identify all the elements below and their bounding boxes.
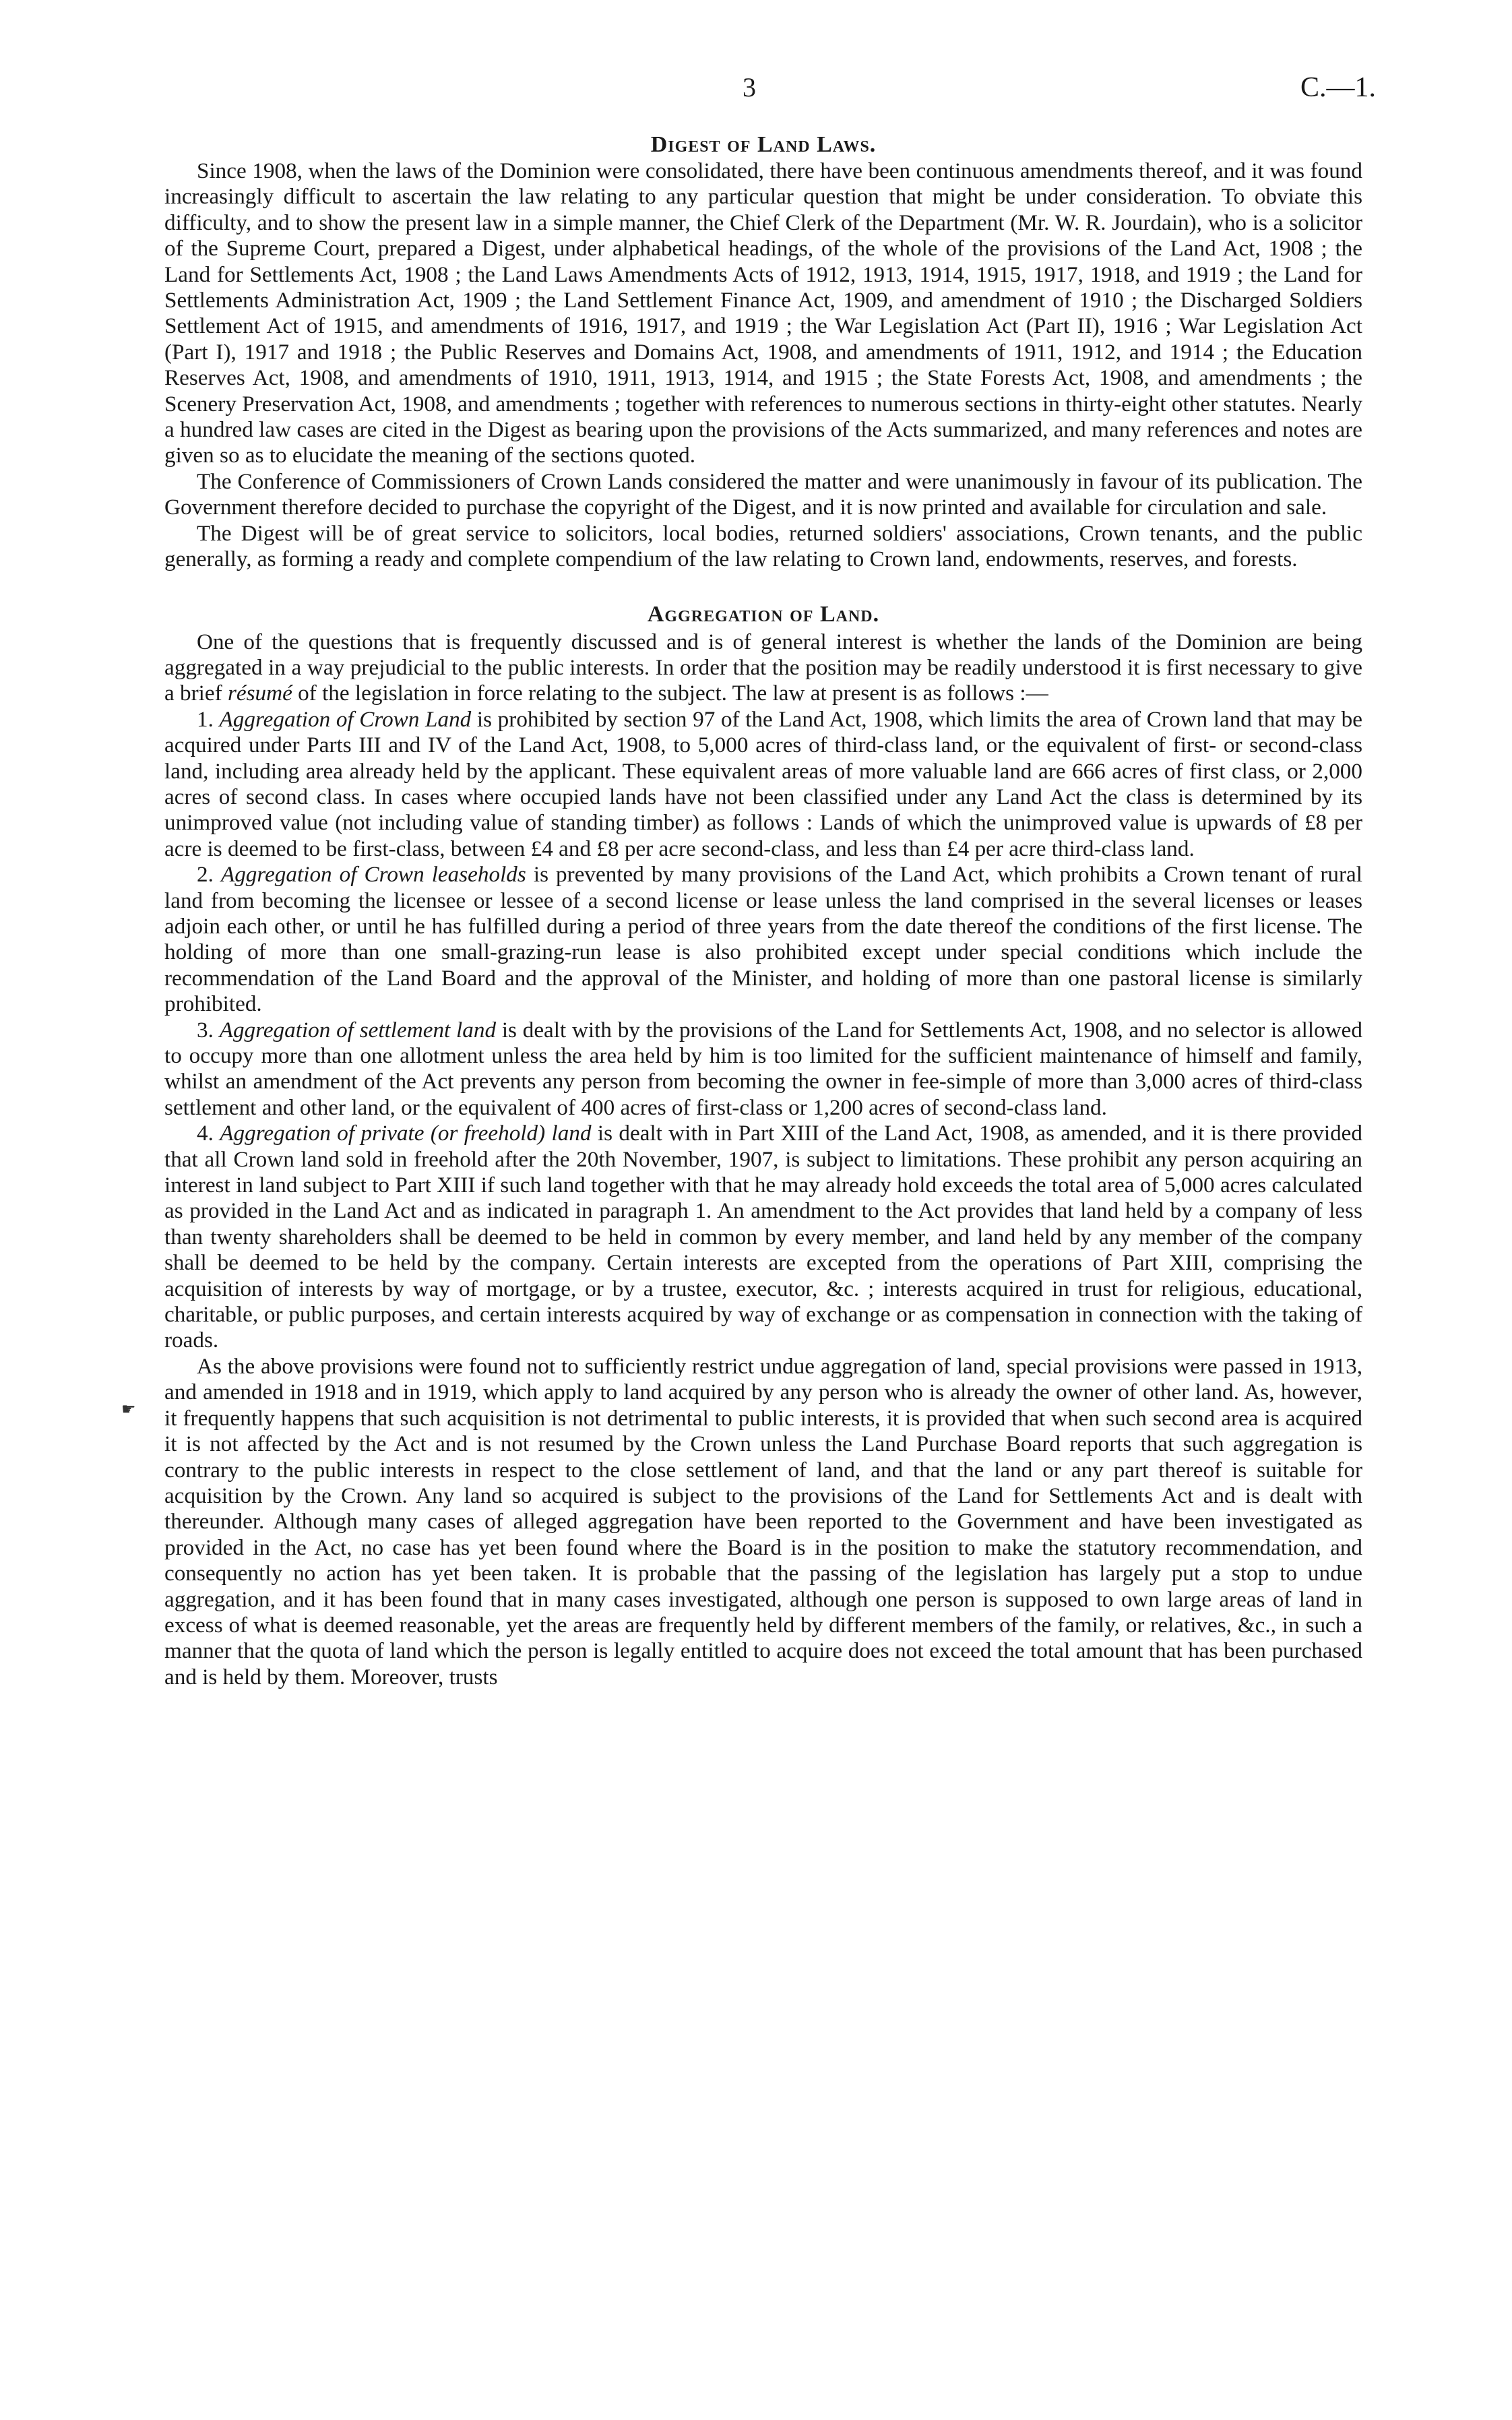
margin-pointer-icon: ☛ [121, 1401, 136, 1419]
paragraph: Since 1908, when the laws of the Dominion were consolidated, there have been continuous amendments thereof, and it was found increasingly difficult to ascertain the law relating to any particular question that might be under consideration. To obviate this difficulty, and to show the present law in a simple manner, the Chief Clerk of the Department (Mr. W. R. Jourdain), who is a solicitor of the Supreme Court, prepared a Digest, under alphabetical headings, of the whole of the provisions of the Land Act, 1908 ; the Land for Settlements Act, 1908 ; the Land Laws Amendments Acts of 1912, 1913, 1914, 1915, 1917, 1918, and 1919 ; the Land for Settlements Administration Act, 1909 ; the Land Settlement Finance Act, 1909, and amendment of 1910 ; the Discharged Soldiers Settlement Act of 1915, and amendments of 1916, 1917, and 1919 ; the War Legislation Act (Part II), 1916 ; War Legislation Act (Part I), 1917 and 1918 ; the Public Reserves and Domains Act, 1908, and amendments of 1911, 1912, and 1914 ; the Education Reserves Act, 1908, and amendments of 1910, 1911, 1913, 1914, and 1915 ; the State Forests Act, 1908, and amendments ; the Scenery Preservation Act, 1908, and amendments ; together with references to numerous sections in thirty-eight other statutes. Nearly a hundred law cases are cited in the Digest as bearing upon the provisions of the Acts summarized, and many references and notes are given so as to elucidate the meaning of the sections quoted. [164, 158, 1362, 468]
emphasis-text: résumé [227, 681, 292, 706]
paragraph [164, 1018, 1362, 1121]
paragraph: The Digest will be of great service to solicitors, local bodies, returned soldiers' associations, Crown tenants, and the public generally, as forming a ready and complete compendium of the law relating to Crown land, endowments, reserves, and forests. [164, 520, 1362, 572]
paragraph-number: 4. [197, 1121, 220, 1146]
section-heading-aggregation: Aggregation of Land. [647, 601, 880, 627]
paragraph-number: 2. [197, 862, 221, 888]
paragraph-text: is dealt with in Part XIII of the Land Act, 1908, as amended, and it is there provided that all Crown land sold in freehold after the 20th November, 1907, is subject to limitations. These prohibit any person acquiring an interest in land subject to Part XIII if such land together with that he may already hold exceeds the total area of 5,000 acres calculated as provided in the Land Act and as indicated in paragraph 1. An amendment to the Act provides that land held by a company of less than twenty shareholders shall be deemed to be held in common by every member, and land held by any member of the company shall be deemed to be held by the company. Certain interests are excepted from the operations of Part XIII, comprising the acquisition of interests by way of mortgage, or by a trustee, executor, &c. ; interests acquired in trust for religious, educational, charitable, or public purposes, and certain interests acquired by way of exchange or as compensation in connection with the taking of roads. [164, 1121, 1362, 1353]
paragraph-text: One of the questions that is frequently discussed and is of general interest is whether the lands of the Dominion are being aggregated in a way prejudicial to the public interests. In order that the position may be readily understood it is first necessary to give a brief [164, 629, 1362, 706]
paragraph-text: is prohibited by section 97 of the Land Act, 1908, which limits the area of Crown land that may be acquired under Parts III and IV of the Land Act, 1908, to 5,000 acres of third-class land, or the equivalent of first- or second-class land, including area already held by the applicant. These equivalent areas of more valuable land are 666 acres of first class, or 2,000 acres of second class. In cases where occupied lands have not been classified under any Land Act the class is determined by its unimproved value (not including value of standing timber) as follows : Lands of which the unimproved value is upwards of £8 per acre is deemed to be first-class, between £4 and £8 per acre second-class, and less than £4 per acre third-class land. [164, 706, 1362, 861]
paragraph-text: As the above provisions were found not to sufficiently restrict undue aggregation of land, special provisions were passed in 1913, and amended in 1918 and in 1919, which apply to land acquired by any person who is already the owner of other land. As, however, it frequently happens that such acquisition is not detrimental to public interests, it is provided that when such second area is acquired it is not affected by the Act and is not resumed by the Crown unless the Land Purchase Board reports that such aggregation is contrary to the public interests in respect to the close settlement of land, and that the land or any part thereof is suitable for acquisition by the Crown. Any land so acquired is subject to the provisions of the Land for Settlements Act and is dealt with thereunder. Although many cases of alleged aggregation have been reported to the Government and have been investigated as provided in the Act, no case has yet been found where the Board is in the position to make the statutory recommendation, and consequently no action has yet been taken. It is probable that the passing of the legislation has largely put a stop to undue aggregation, and it has been found that in many cases investigated, although one person is supposed to own large areas of land in excess of what is deemed reasonable, yet the areas are frequently held by different members of the family, or relatives, &c., in such a manner that the quota of land which the person is legally entitled to acquire does not exceed the total amount that has been purchased and is held by them. Moreover, trusts [164, 1353, 1362, 1689]
paragraph [164, 1121, 1362, 1354]
document-code: C.—1. [1300, 72, 1376, 103]
paragraph-number: 3. [197, 1017, 220, 1043]
section-heading-digest: Digest of Land Laws. [650, 132, 877, 157]
paragraph [164, 707, 1362, 862]
clause-title: Aggregation of private (or freehold) land [220, 1121, 592, 1146]
paragraph [164, 629, 1362, 707]
paragraph: The Conference of Commissioners of Crown Lands considered the matter and were unanimously in favour of its publication. The Government therefore decided to purchase the copyright of the Digest, and it is now printed and available for circulation and sale. [164, 468, 1362, 520]
paragraph-text: is prevented by many provisions of the Land Act, which prohibits a Crown tenant of rural land from becoming the licensee or lessee of a second license or lease unless the land comprised in the several licenses or leases adjoin each other, or until he has fulfilled during a period of three years from the date thereof the conditions of the first license. The holding of more than one small-grazing-run lease is also prohibited except under special conditions which include the recommendation of the Land Board and the approval of the Minister, and holding of more than one pastoral license is similarly prohibited. [164, 862, 1363, 1017]
paragraph-number: 1. [197, 706, 220, 732]
clause-title: Aggregation of Crown leaseholds [220, 862, 526, 888]
paragraph [164, 862, 1362, 1017]
clause-title: Aggregation of Crown Land [219, 706, 472, 732]
paragraph [164, 1354, 1362, 1690]
paragraph-text: is dealt with by the provisions of the Land for Settlements Act, 1908, and no selector is allowed to occupy more than one allotment unless the area held by him is too limited for the sufficient maintenance of himself and family, whilst an amendment of the Act prevents any person from becoming the owner in fee-simple of more than 3,000 acres of third-class settlement and other land, or the equivalent of 400 acres of first-class or 1,200 acres of second-class land. [164, 1017, 1363, 1120]
page-number: 3 [743, 72, 756, 102]
page-body [164, 131, 1362, 1690]
page-header [0, 71, 1512, 112]
paragraph-text: of the legislation in force relating to the subject. The law at present is as follows :— [292, 681, 1048, 706]
clause-title: Aggregation of settlement land [219, 1017, 497, 1043]
